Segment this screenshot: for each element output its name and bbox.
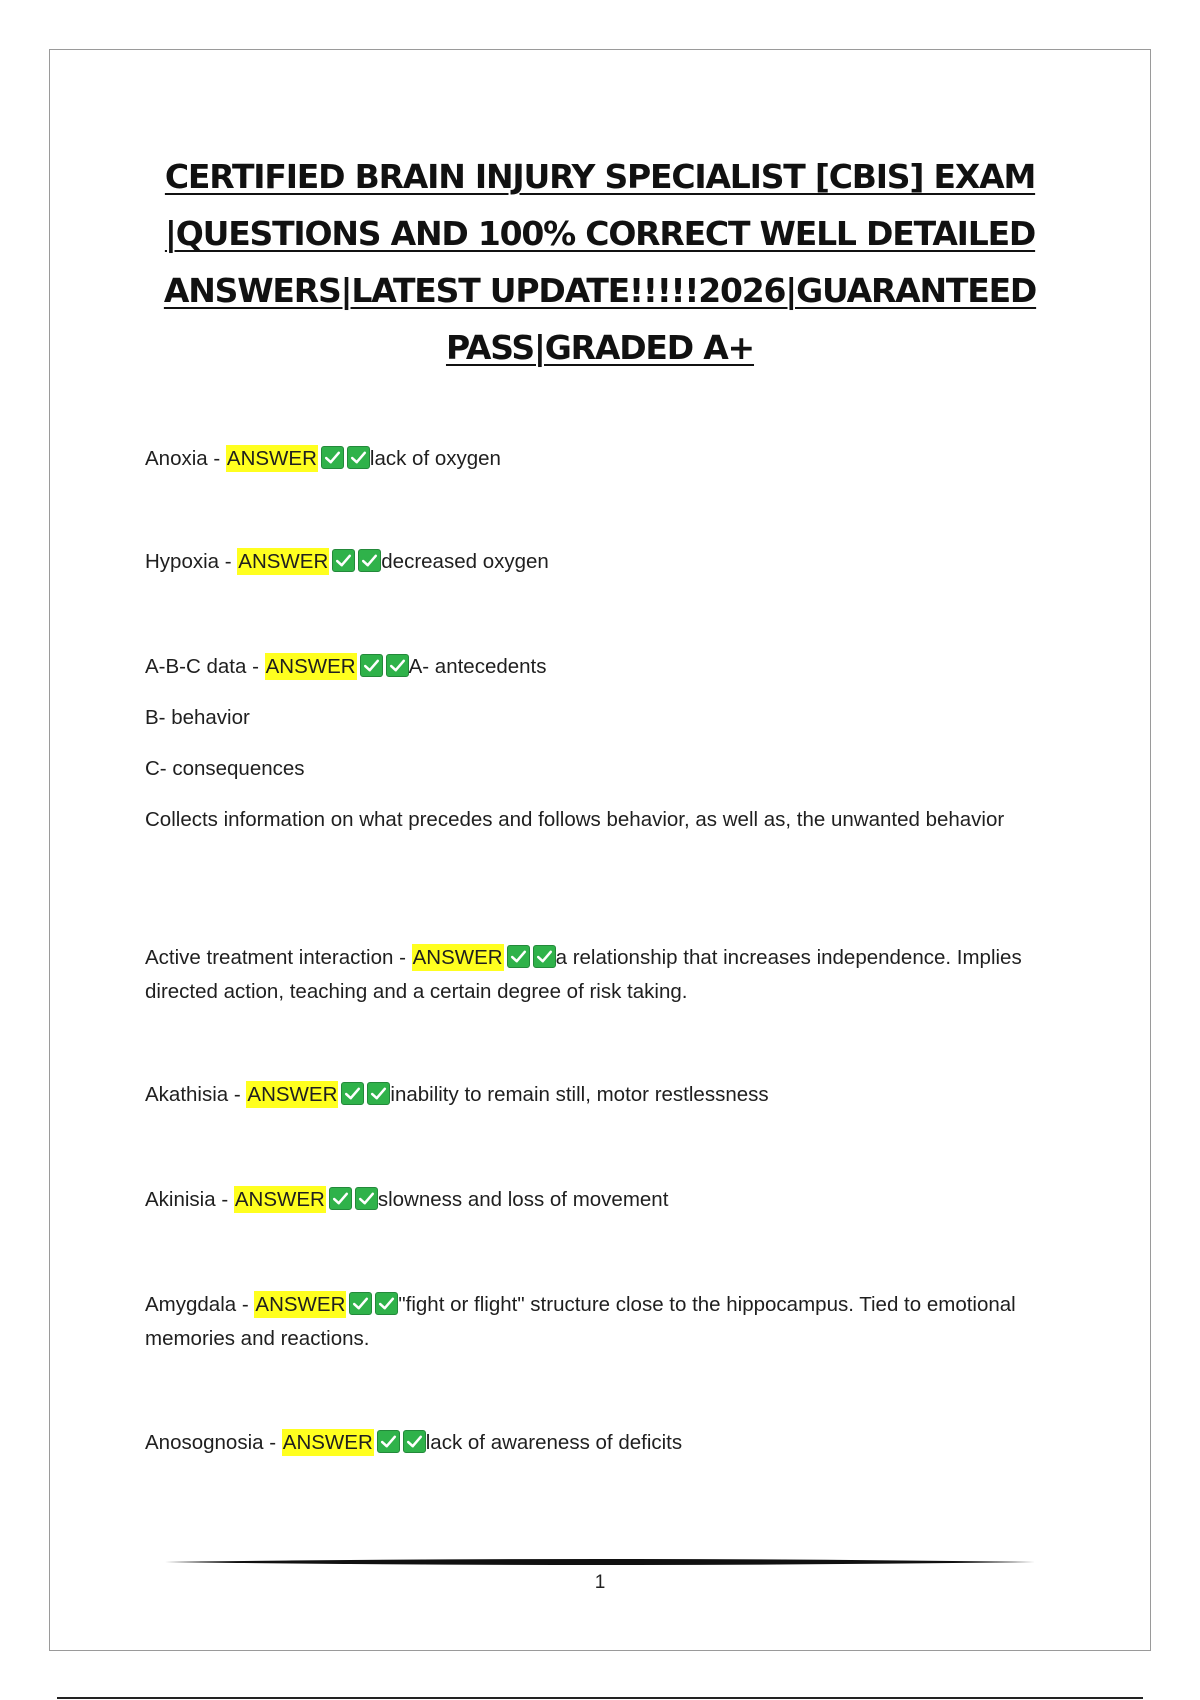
check-mark-icon: [347, 446, 370, 469]
entry-answer: decreased oxygen: [381, 550, 549, 573]
entry-answer: "fight or flight" structure close to the hippocampus. Tied to emotional memories and reactions.: [145, 1293, 1016, 1350]
qa-entry-hypoxia: [145, 545, 1045, 596]
entry-term: Anosognosia -: [145, 1431, 282, 1454]
qa-entry-amygdala: [145, 1288, 1045, 1373]
answer-label: ANSWER: [282, 1431, 373, 1454]
check-mark-icon: [375, 1292, 398, 1315]
answer-label: ANSWER: [234, 1188, 325, 1211]
entry-term: Amygdala -: [145, 1293, 255, 1316]
document-title: CERTIFIED BRAIN INJURY SPECIALIST [CBIS] EXAM |QUESTIONS AND 100% CORRECT WELL DETAILED ANSWERS|LATEST UPDATE!!!!!2026|GUARANTEED PASS|GRADED A+: [163, 157, 1037, 367]
entry-term: Anoxia -: [145, 447, 226, 470]
answer-label: ANSWER: [412, 946, 503, 969]
entry-answer: lack of oxygen: [369, 447, 501, 470]
answer-label: ANSWER: [265, 655, 356, 678]
check-mark-icon: [386, 654, 409, 677]
entry-extra-line: Collects information on what precedes and follows behavior, as well as, the unwanted behavior: [145, 808, 1005, 831]
entry-term: A-B-C data -: [145, 655, 265, 678]
check-mark-icon: [360, 654, 383, 677]
check-mark-icon: [533, 945, 556, 968]
check-mark-icon: [403, 1430, 426, 1453]
answer-label: ANSWER: [255, 1293, 346, 1316]
check-mark-icon: [341, 1082, 364, 1105]
entry-extra-line: C- consequences: [145, 757, 305, 780]
check-mark-icon: [358, 549, 381, 572]
answer-label: ANSWER: [247, 1083, 338, 1106]
answer-label: ANSWER: [226, 447, 317, 470]
entry-term: Active treatment interaction -: [145, 946, 412, 969]
check-mark-icon: [349, 1292, 372, 1315]
qa-entry-anosognosia: [145, 1426, 1045, 1477]
answer-label: ANSWER: [238, 550, 329, 573]
check-mark-icon: [355, 1187, 378, 1210]
bottom-divider: [57, 1697, 1143, 1699]
entry-term: Akinisia -: [145, 1188, 234, 1211]
entry-answer: A- antecedents: [408, 655, 547, 678]
qa-entry-abc-data: [145, 650, 1045, 854]
footer-rule: [165, 1557, 1035, 1567]
check-mark-icon: [321, 446, 344, 469]
entry-answer: slowness and loss of movement: [377, 1188, 669, 1211]
entry-term: Akathisia -: [145, 1083, 247, 1106]
check-mark-icon: [367, 1082, 390, 1105]
check-mark-icon: [332, 549, 355, 572]
entry-extra-line: B- behavior: [145, 706, 250, 729]
entry-answer: a relationship that increases independence. Implies directed action, teaching and a certain degree of risk taking.: [145, 946, 1022, 1003]
check-mark-icon: [377, 1430, 400, 1453]
entry-term: Hypoxia -: [145, 550, 238, 573]
check-mark-icon: [507, 945, 530, 968]
qa-entry-anoxia: [145, 442, 1045, 493]
check-mark-icon: [329, 1187, 352, 1210]
qa-entry-akinisia: [145, 1183, 1045, 1234]
qa-entry-active-treatment-interaction: [145, 941, 1045, 1026]
qa-entry-akathisia: [145, 1078, 1045, 1129]
entry-answer: inability to remain still, motor restlessness: [390, 1083, 769, 1106]
page-number: 1: [594, 1572, 606, 1593]
entry-answer: lack of awareness of deficits: [425, 1431, 683, 1454]
